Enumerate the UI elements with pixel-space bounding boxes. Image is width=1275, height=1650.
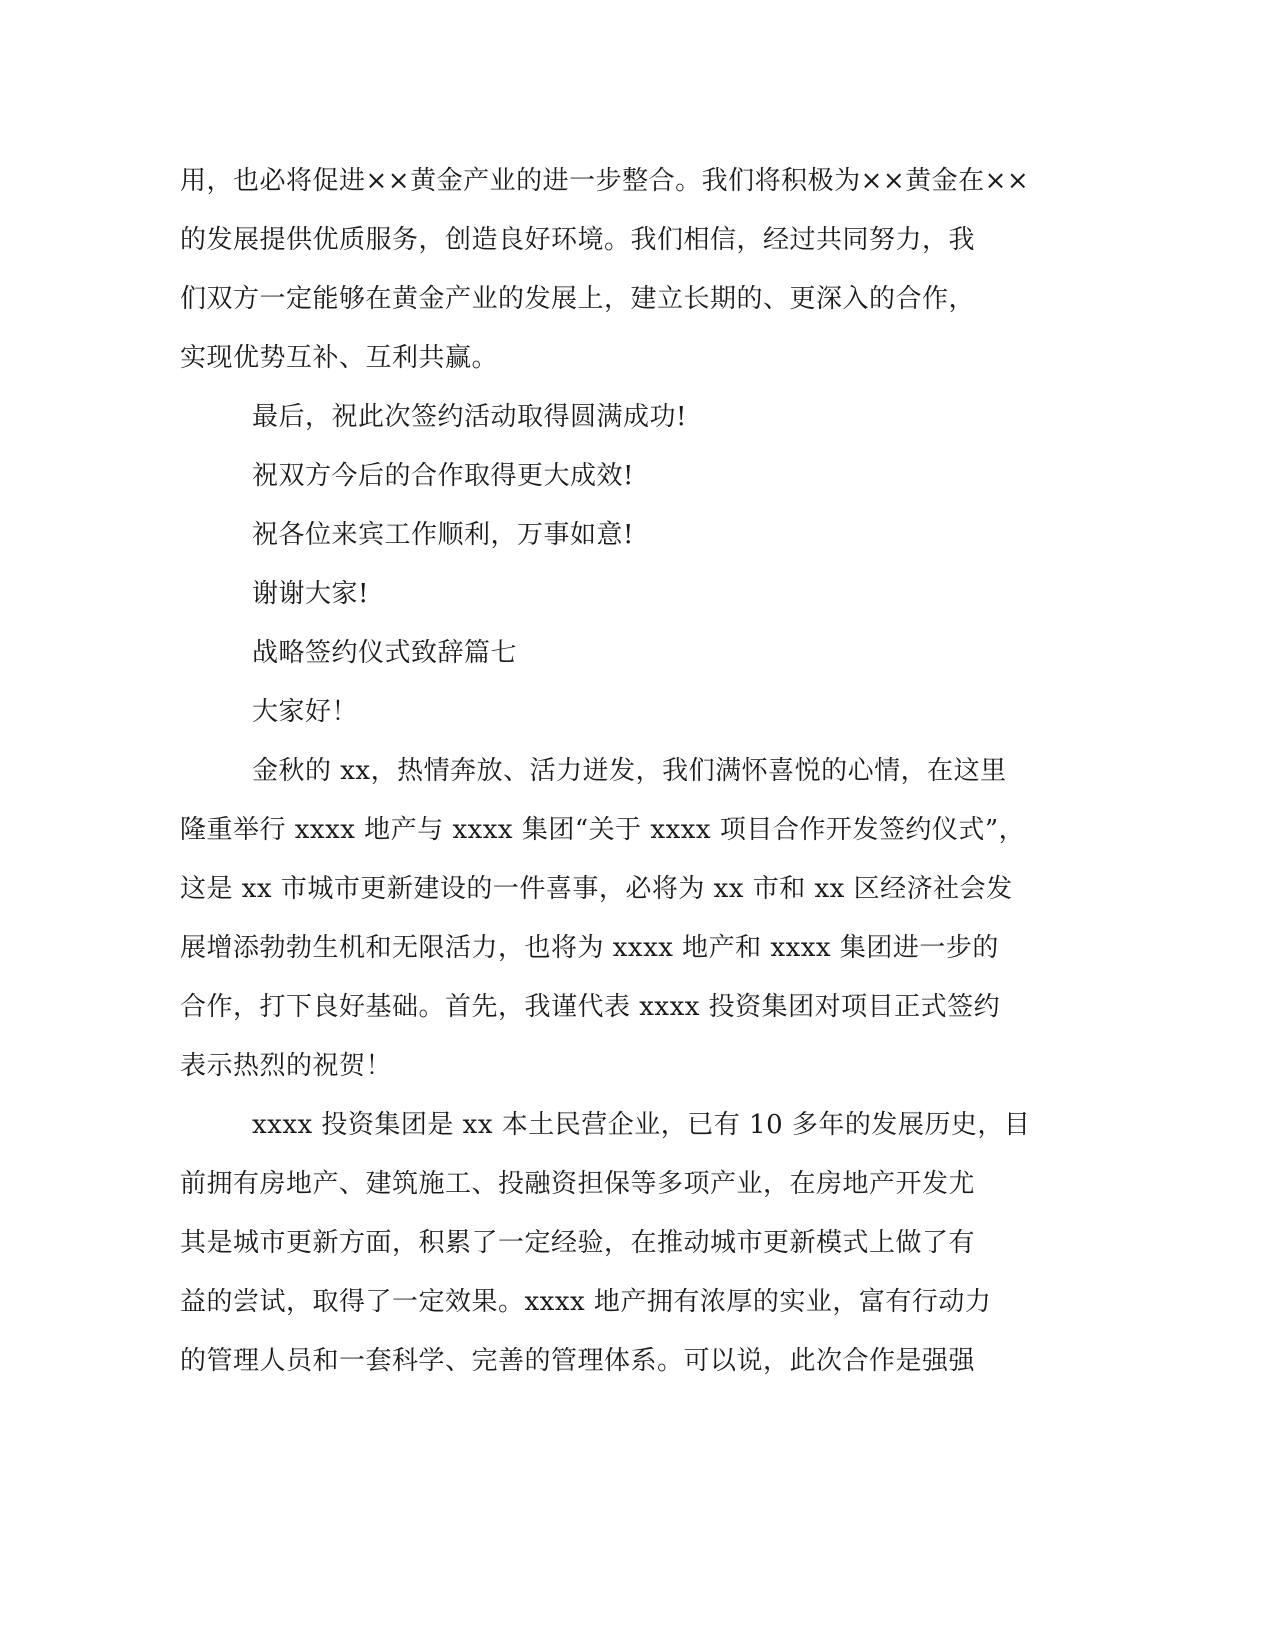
paragraph-line: 们双方一定能够在黄金产业的发展上，建立长期的、更深入的合作， [180, 284, 976, 314]
closing-line: 祝双方今后的合作取得更大成效! [252, 461, 634, 491]
paragraph-line: 其是城市更新方面，积累了一定经验，在推动城市更新模式上做了有 [180, 1228, 976, 1258]
paragraph-line: 的管理人员和一套科学、完善的管理体系。可以说，此次合作是强强 [180, 1346, 976, 1376]
paragraph-line: 用，也必将促进××黄金产业的进一步整合。我们将积极为××黄金在×× [180, 166, 1030, 196]
paragraph-line: 的发展提供优质服务，创造良好环境。我们相信，经过共同努力，我 [180, 225, 976, 255]
paragraph-line: 益的尝试，取得了一定效果。xxxx 地产拥有浓厚的实业，富有行动力 [180, 1287, 992, 1317]
paragraph-line: 前拥有房地产、建筑施工、投融资担保等多项产业，在房地产开发尤 [180, 1169, 976, 1199]
paragraph-line: 这是 xx 市城市更新建设的一件喜事，必将为 xx 市和 xx 区经济社会发 [180, 874, 1013, 904]
greeting-line: 大家好！ [252, 697, 359, 727]
paragraph-line: 表示热烈的祝贺！ [180, 1051, 393, 1081]
paragraph-line: 实现优势互补、互利共赢。 [180, 343, 499, 373]
closing-line: 谢谢大家! [252, 579, 369, 609]
paragraph-line: 隆重举行 xxxx 地产与 xxxx 集团“关于 xxxx 项目合作开发签约仪式”， [180, 815, 1026, 845]
paragraph-line: 合作，打下良好基础。首先，我谨代表 xxxx 投资集团对项目正式签约 [180, 992, 1001, 1022]
paragraph-line: 金秋的 xx，热情奔放、活力迸发，我们满怀喜悦的心情，在这里 [252, 756, 1007, 786]
closing-line: 最后，祝此次签约活动取得圆满成功! [252, 402, 687, 432]
paragraph-line: xxxx 投资集团是 xx 本土民营企业，已有 10 多年的发展历史，目 [252, 1110, 1031, 1140]
closing-line: 祝各位来宾工作顺利，万事如意! [252, 520, 634, 550]
section-heading: 战略签约仪式致辞篇七 [252, 638, 518, 668]
paragraph-line: 展增添勃勃生机和无限活力，也将为 xxxx 地产和 xxxx 集团进一步的 [180, 933, 999, 963]
